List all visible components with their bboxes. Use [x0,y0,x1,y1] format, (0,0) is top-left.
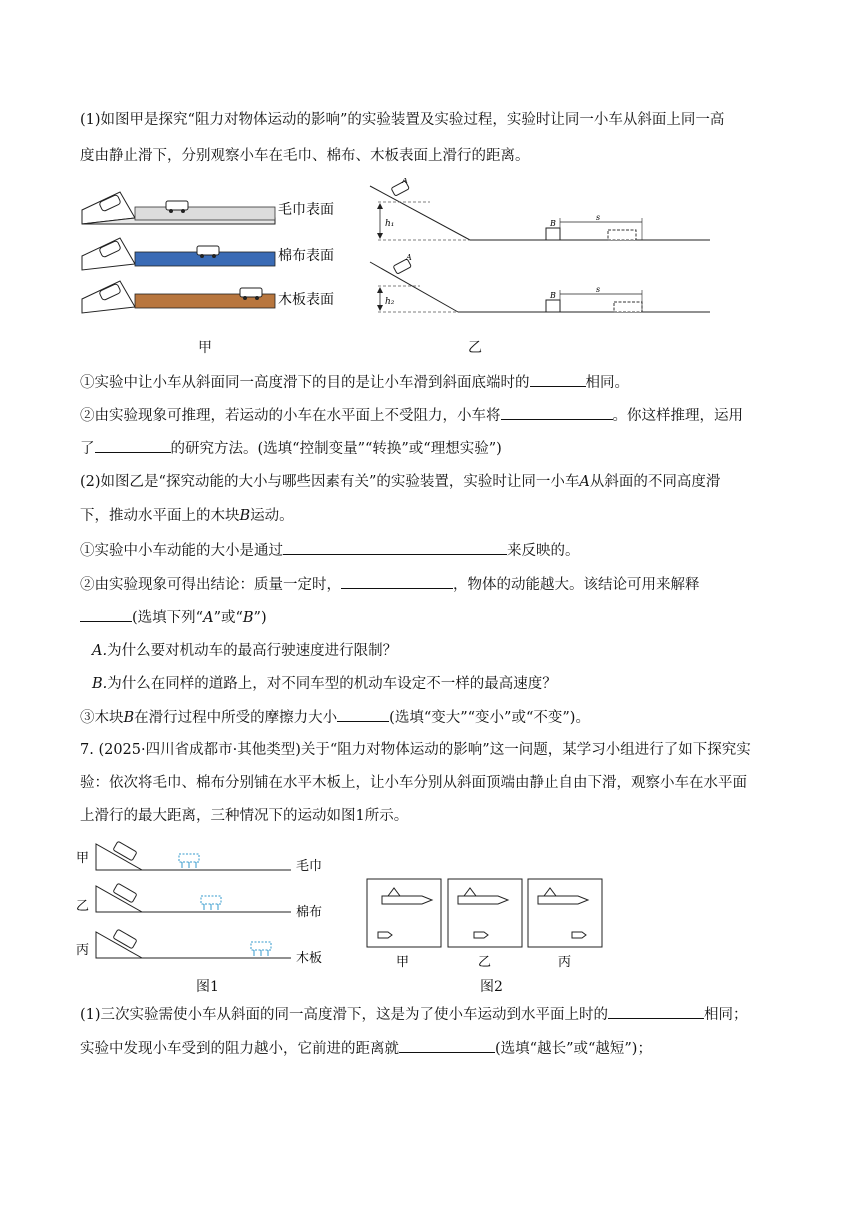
svg-text:s: s [596,213,601,222]
fig2-panel-bing [528,879,602,970]
svg-text:棉布: 棉布 [296,905,323,920]
jia-row-cotton [82,238,334,270]
figure-jia-caption: 甲 [198,340,212,356]
q6-2-2-line1: ②由实验现象可得出结论：质量一定时， ，物体的动能越大。该结论可用来解释 [80,574,780,595]
q7-intro-line1: 7. (2025·四川省成都市·其他类型)关于“阻力对物体运动的影响”这一问题，某学习小组进行了如下探究实 [80,742,751,758]
fig2-panel-yi [448,879,522,970]
figure-jia [80,180,350,320]
figure-yi-caption: 乙 [468,340,482,356]
q6-1-2-line2: 了 的研究方法。(选填“控制变量”“转换”或“理想实验”) [80,438,780,459]
q6-1-1: ①实验中让小车从斜面同一高度滑下的目的是让小车滑到斜面底端时的 相同。 [80,372,780,393]
jia-row-towel [82,192,334,224]
svg-text:甲: 甲 [396,955,410,970]
q6-option-b: B.为什么在同样的道路上，对不同车型的机动车设定不一样的最高速度？ [92,676,557,692]
q6-1-2-line1: ②由实验现象可推理，若运动的小车在水平面上不受阻力，小车将 。你这样推理，运用 [80,405,780,426]
q7-1-line2: 实验中发现小车受到的阻力越小，它前进的距离就 (选填“越长”或“越短”)； [80,1038,780,1059]
fig1-row-yi [76,883,322,920]
yi-bottom-setup [370,253,710,312]
q7-intro-line2: 验：依次将毛巾、棉布分别铺在水平木板上，让小车分别从斜面顶端由静止自由下滑，观察小车在水平面 [80,775,747,791]
svg-text:h₂: h₂ [385,297,395,307]
answer-blank[interactable] [399,1038,495,1053]
fig1-row-bing [76,929,322,966]
svg-text:木板: 木板 [296,951,323,966]
svg-text:丙: 丙 [76,943,90,958]
svg-text:棉布表面: 棉布表面 [278,247,334,263]
svg-text:乙: 乙 [76,899,90,914]
q7-intro-line3: 上滑行的最大距离，三种情况下的运动如图1所示。 [80,808,409,824]
answer-blank[interactable] [530,372,586,387]
q6-part1-intro-line2: 度由静止滑下，分别观察小车在毛巾、棉布、木板表面上滑行的距离。 [80,148,530,164]
figure-1-caption: 图1 [196,979,219,995]
answer-blank[interactable] [283,540,507,555]
answer-blank[interactable] [95,438,171,453]
svg-text:丙: 丙 [558,955,572,970]
q6-option-a: A.为什么要对机动车的最高行驶速度进行限制？ [92,643,398,659]
answer-blank[interactable] [341,574,453,589]
svg-text:h₁: h₁ [385,219,395,229]
figure-2 [366,878,606,970]
yi-top-setup [370,178,710,240]
answer-blank[interactable] [337,707,389,722]
figure-yi [360,178,720,320]
q6-2-1: ①实验中小车动能的大小是通过 来反映的。 [80,540,780,561]
svg-text:木板表面: 木板表面 [278,291,334,307]
fig2-panel-jia [367,879,441,970]
svg-text:乙: 乙 [478,955,492,970]
svg-text:甲: 甲 [76,851,90,866]
q6-2-2-line2: (选填下列“A”或“B”) [80,607,780,628]
svg-text:B: B [550,291,556,300]
q6-part1-intro-line1: (1)如图甲是探究“阻力对物体运动的影响”的实验装置及实验过程，实验时让同一小车从斜面上同一高 [80,112,725,128]
svg-text:A: A [406,253,412,262]
svg-text:毛巾表面: 毛巾表面 [278,201,334,217]
figure-1 [76,840,336,970]
answer-blank[interactable] [608,1004,704,1019]
q6-part2-intro-line2: 下，推动水平面上的木块B运动。 [80,508,294,524]
svg-text:s: s [596,285,601,294]
figure-2-caption: 图2 [480,979,503,995]
answer-blank[interactable] [501,405,613,420]
jia-row-wood [82,281,334,313]
answer-blank[interactable] [80,607,132,622]
svg-text:B: B [550,219,556,228]
fig1-row-jia [76,841,322,874]
svg-text:A: A [402,178,408,185]
q6-part2-intro-line1: (2)如图乙是“探究动能的大小与哪些因素有关”的实验装置，实验时让同一小车A从斜面的不同高度滑 [80,474,721,490]
q6-2-3: ③木块B在滑行过程中所受的摩擦力大小 (选填“变大”“变小”或“不变”)。 [80,707,780,728]
q7-1-line1: (1)三次实验需使小车从斜面的同一高度滑下，这是为了使小车运动到水平面上时的 相同； [80,1004,780,1025]
svg-text:毛巾: 毛巾 [296,859,323,874]
